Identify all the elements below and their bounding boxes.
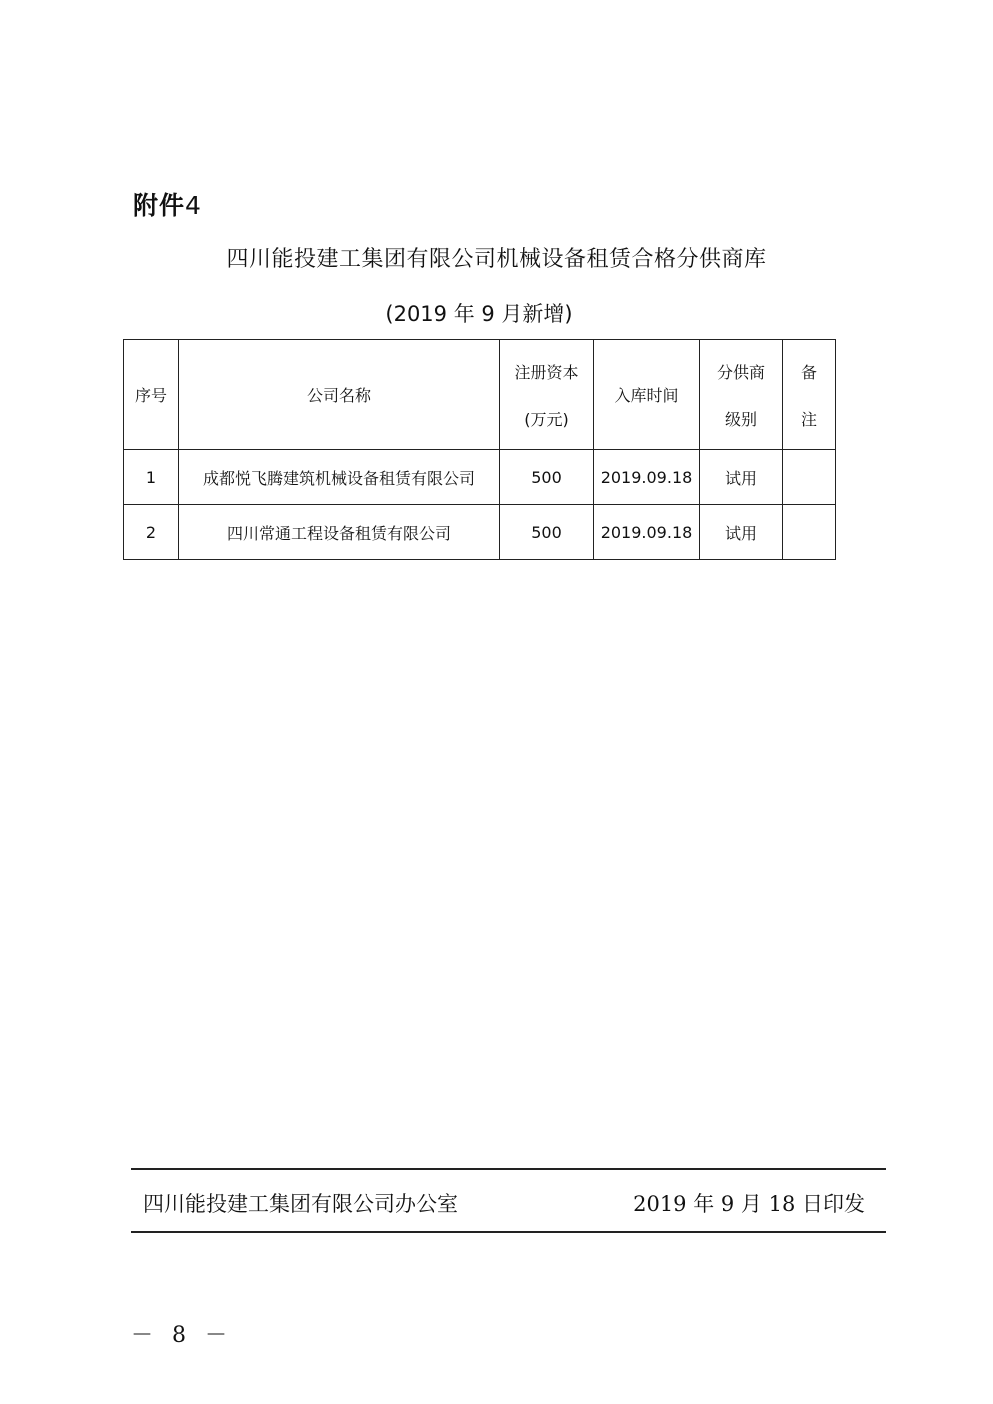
header-registered-capital (500, 340, 594, 450)
cell-entry-date: 2019.09.18 (594, 505, 700, 560)
cell-remark (783, 505, 836, 560)
table-row (124, 505, 836, 560)
header-remark-line1: 备 (800, 362, 817, 382)
table-header-row (124, 340, 836, 450)
page-number: － 8 － (131, 1323, 233, 1348)
header-remark (783, 340, 836, 450)
cell-entry-date: 2019.09.18 (594, 450, 700, 505)
attachment-label-text: 附件 (133, 191, 186, 220)
header-remark-line2: 注 (800, 409, 817, 429)
header-level-line2: 级别 (724, 409, 757, 429)
supplier-table (123, 339, 836, 560)
attachment-label (133, 186, 202, 222)
header-level-line1: 分供商 (716, 362, 765, 382)
document-subtitle: (2019 年 9 月新增) (385, 302, 573, 326)
header-index: 序号 (124, 340, 179, 450)
cell-capital: 500 (500, 505, 594, 560)
cell-capital: 500 (500, 450, 594, 505)
cell-level: 试用 (700, 450, 783, 505)
header-company-name: 公司名称 (179, 340, 500, 450)
document-title: 四川能投建工集团有限公司机械设备租赁合格分供商库 (226, 247, 767, 272)
header-capital-line2: (万元) (524, 409, 569, 429)
header-entry-date: 入库时间 (594, 340, 700, 450)
footer-issuer: 四川能投建工集团有限公司办公室 (143, 1192, 458, 1216)
cell-index: 2 (124, 505, 179, 560)
header-capital-line1: 注册资本 (514, 362, 579, 382)
attachment-number: 4 (185, 191, 202, 220)
cell-company-name: 成都悦飞腾建筑机械设备租赁有限公司 (179, 450, 500, 505)
footer-bottom-rule (131, 1231, 886, 1233)
footer-top-rule (131, 1168, 886, 1170)
cell-level: 试用 (700, 505, 783, 560)
cell-index: 1 (124, 450, 179, 505)
cell-remark (783, 450, 836, 505)
footer-issue-date: 2019 年 9 月 18 日印发 (633, 1192, 865, 1216)
table-row (124, 450, 836, 505)
cell-company-name: 四川常通工程设备租赁有限公司 (179, 505, 500, 560)
header-supplier-level (700, 340, 783, 450)
